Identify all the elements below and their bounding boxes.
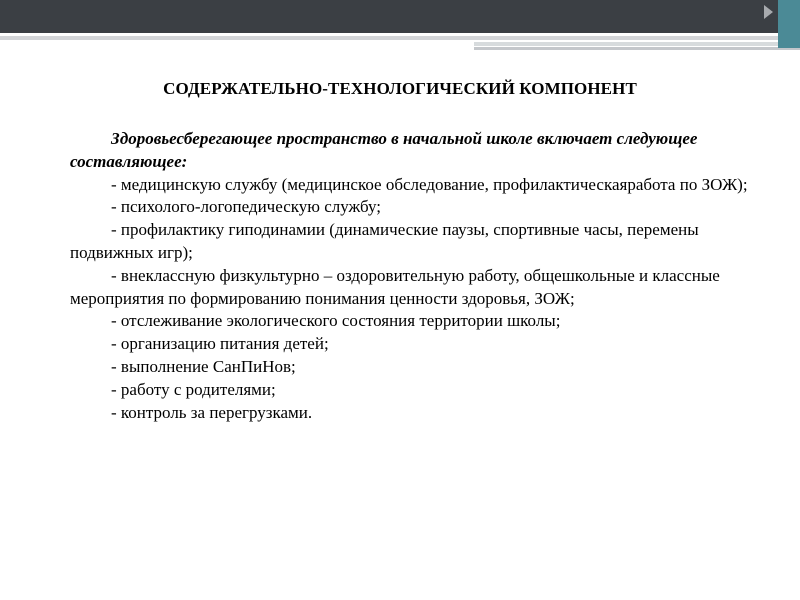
list-item: - профилактику гиподинамии (динамические паузы, спортивные часы, перемены подвижных игр); <box>70 220 699 262</box>
list-item: - контроль за перегрузками. <box>111 402 313 422</box>
list-item: - отслеживание экологического состояния территории школы; <box>111 311 561 331</box>
corner-triangle-icon <box>764 5 773 19</box>
list-item: - внеклассную физкультурно – оздоровительную работу, общешкольные и классные мероприятия по формированию понимания ценности здоровья, ЗОЖ; <box>70 265 720 308</box>
list-item: - выполнение СанПиНов; <box>111 356 296 376</box>
lead-paragraph: Здоровьесберегающее пространство в начальной школе включает следующее составляющее: <box>70 129 698 171</box>
slide-title: СОДЕРЖАТЕЛЬНО-ТЕХНОЛОГИЧЕСКИЙ КОМПОНЕНТ <box>163 79 637 98</box>
list-item: - работу с родителями; <box>111 379 276 399</box>
list-item: - медицинскую службу (медицинское обследование, профилактическаяработа по ЗОЖ); <box>111 174 748 194</box>
header-stripe-right-lower <box>474 47 800 50</box>
list-item: - психолого-логопедическую службу; <box>111 197 382 217</box>
slide-body <box>70 128 760 424</box>
header-stripe <box>0 36 800 40</box>
list-item: - организацию питания детей; <box>111 334 329 354</box>
accent-block <box>778 0 800 48</box>
header-bar <box>0 0 800 33</box>
header-stripe-right-upper <box>474 42 800 46</box>
